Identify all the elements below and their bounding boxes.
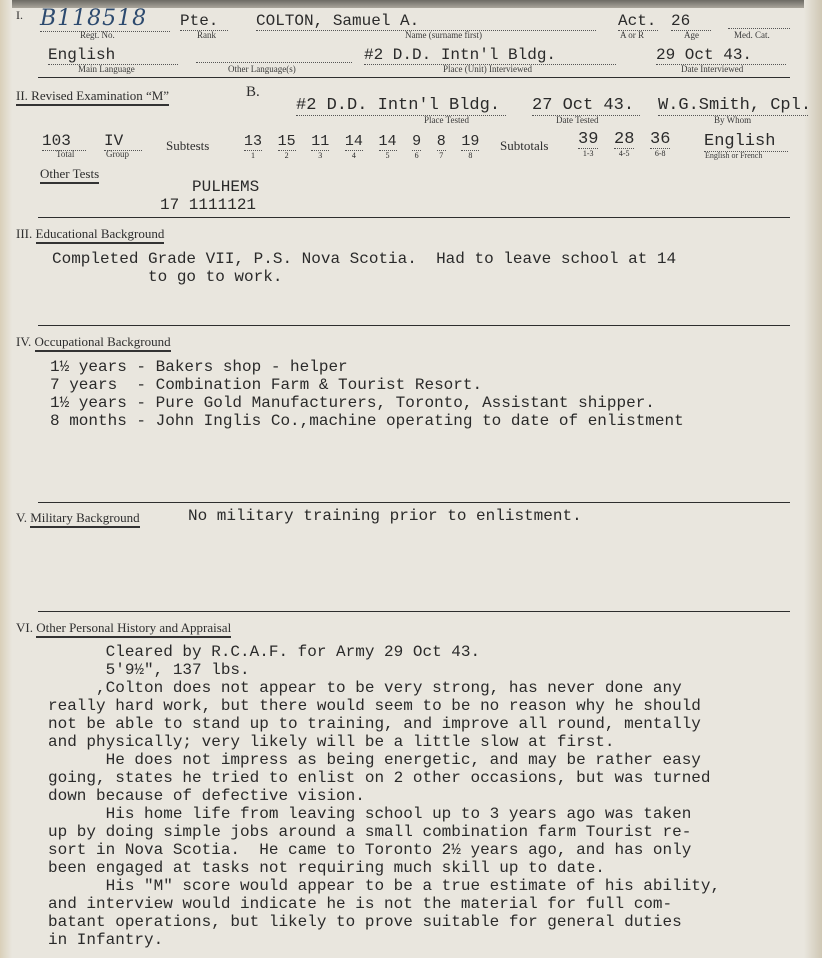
divider [38, 77, 790, 78]
subtest: 19 8 [461, 133, 480, 160]
group-label: Group [106, 149, 129, 159]
appraisal-title: VI. Other Personal History and Appraisal [16, 620, 231, 636]
med-cat-value [728, 12, 790, 29]
exam-title: II. Revised Examination “M” [16, 88, 169, 104]
total-value: 103 [42, 132, 86, 151]
subtests-label: Subtests [166, 138, 210, 153]
test-language-label: English or French [705, 151, 763, 160]
a-or-r-label: A or R [620, 30, 645, 40]
place-interviewed-label: Place (Unit) Interviewed [443, 64, 532, 74]
other-tests-label: Other Tests [40, 166, 99, 182]
subtest: 14 5 [378, 133, 397, 160]
by-whom-value: W.G.Smith, Cpl. [658, 96, 812, 115]
rank-value: Pte. [180, 12, 228, 31]
military-text: No military training prior to enlistment. [188, 507, 582, 525]
subtest: 13 1 [244, 133, 263, 160]
divider [38, 611, 790, 612]
regt-no-value: B118518 [40, 6, 170, 32]
by-whom-label: By Whom [714, 115, 752, 125]
date-tested-value: 27 Oct 43. [532, 96, 640, 116]
med-cat-label: Med. Cat. [734, 30, 770, 40]
subtest: 14 4 [344, 133, 363, 160]
divider [38, 325, 790, 326]
date-tested-label: Date Tested [556, 115, 599, 125]
occupation-item: 1½ years - Bakers shop - helper [50, 358, 348, 376]
total-label: Total [56, 149, 75, 159]
exam-form: B. [246, 84, 260, 100]
test-language-value: English [704, 132, 788, 152]
subtotals-list [578, 132, 676, 161]
age-value: 26 [671, 12, 711, 31]
military-title: V. Military Background [16, 510, 140, 526]
main-language-value: English [48, 46, 178, 65]
subtest: 9 6 [412, 133, 422, 160]
age-label: Age [684, 30, 699, 40]
other-languages-label: Other Language(s) [228, 64, 296, 74]
occupation-item: 8 months - John Inglis Co.,machine operating to date of enlistment [50, 412, 684, 430]
subtotal: 28 4-5 [614, 130, 635, 158]
regt-no-label: Regt. No. [80, 30, 115, 40]
subtests-list [244, 134, 485, 163]
place-interviewed-value: #2 D.D. Intn'l Bldg. [364, 46, 616, 65]
subtotal: 39 1-3 [578, 130, 599, 158]
education-text: Completed Grade VII, P.S. Nova Scotia. Had to leave school at 14 to go to work. [52, 250, 677, 286]
paper-right-edge [804, 0, 822, 958]
group-value: IV [104, 132, 142, 151]
pulhems-value: 17 1111121 [160, 196, 257, 214]
pulhems-label: PULHEMS [192, 178, 260, 196]
appraisal-text: Cleared by R.C.A.F. for Army 29 Oct 43. 5'9½", 137 lbs. ,Colton does not appear to be very strong, has never done any really hard work, but there would seem to be no reason why he should not be able to stand up to training, and improve all round, mentally and physically; very likely will be a little slow at first. He does not impress as being energetic, and may be rather easy going, states he tried to enlist on 2 other occasions, but was turned down because of defective vision. His home life from leaving school up to 3 years ago was taken up by doing simple jobs around a small combination farm Tourist re- sort in Nova Scotia. He came to Toronto 2½ years ago, and has only been engaged at tasks not requiring much skill up to date. His "M" score would appear to be a true estimate of his ability, and interview would indicate he is not the material for full com- batant operations, but likely to prove suitable for general duties in Infantry. [48, 643, 721, 949]
rank-label: Rank [197, 30, 216, 40]
place-tested-label: Place Tested [424, 115, 469, 125]
occupation-item: 1½ years - Pure Gold Manufacturers, Toronto, Assistant shipper. [50, 394, 655, 412]
education-title: III. Educational Background [16, 226, 164, 242]
a-or-r-value: Act. [618, 12, 657, 30]
main-language-label: Main Language [78, 64, 135, 74]
name-label: Name (surname first) [405, 30, 482, 40]
subtotals-label: Subtotals [500, 138, 549, 153]
divider [38, 502, 790, 503]
name-value: COLTON, Samuel A. [256, 12, 596, 31]
subtest: 15 2 [277, 133, 296, 160]
subtest: 8 7 [436, 133, 446, 160]
occupation-list [50, 358, 684, 430]
subtest: 11 3 [311, 133, 330, 160]
date-interviewed-value: 29 Oct 43. [656, 46, 786, 65]
divider [38, 217, 790, 218]
occupation-item: 7 years - Combination Farm & Tourist Resort. [50, 376, 483, 394]
date-interviewed-label: Date Interviewed [681, 64, 744, 74]
place-tested-value: #2 D.D. Intn'l Bldg. [296, 96, 506, 116]
subtotal: 36 6-8 [650, 130, 671, 158]
paper-left-edge [0, 0, 12, 958]
other-languages-value [196, 46, 352, 63]
section-number: I. [16, 8, 23, 22]
occupation-title: IV. Occupational Background [16, 334, 171, 350]
